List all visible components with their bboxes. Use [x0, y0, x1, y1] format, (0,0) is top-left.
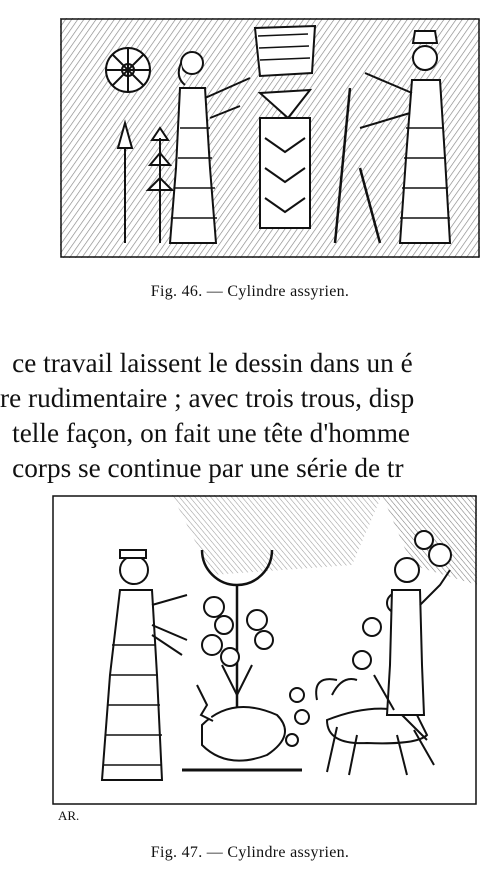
figure-47-caption: Fig. 47. — Cylindre assyrien.: [150, 844, 350, 861]
artist-signature: AR.: [58, 808, 80, 823]
text-line: telle façon, on fait une tête d'homme: [12, 418, 411, 448]
figure-46-illustration: [60, 18, 480, 258]
rosette-star: [106, 48, 150, 92]
text-line: corps se continue par une série de tr: [12, 453, 404, 483]
priest-figure: [102, 550, 187, 780]
griffin-creature: [182, 685, 309, 770]
text-line: ce travail laissent le dessin dans un é: [12, 348, 413, 378]
text-line: re rudimentaire ; avec trois trous, disp: [0, 383, 415, 413]
figure-46-caption: Fig. 46. — Cylindre assyrien.: [150, 283, 350, 300]
figure-47-illustration: [52, 495, 477, 805]
body-text: [0, 346, 500, 486]
altar-structure: [255, 26, 315, 228]
